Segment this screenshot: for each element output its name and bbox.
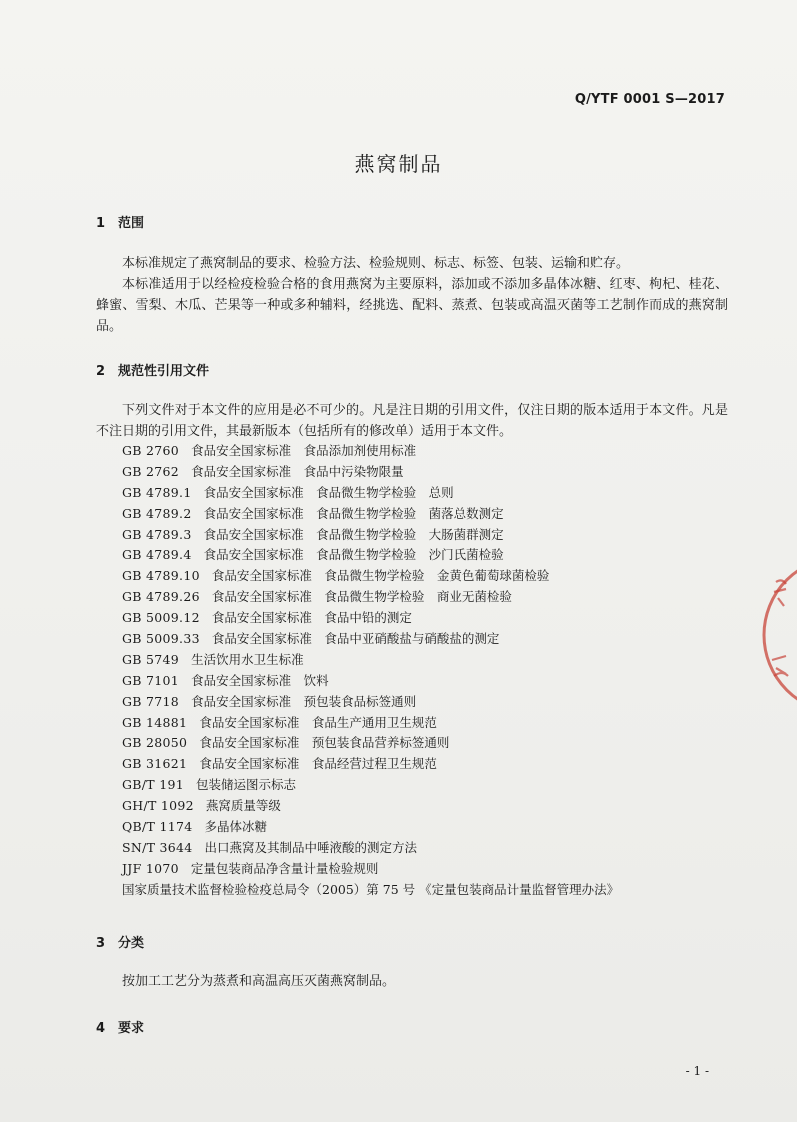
reference-code: GB/T 191 xyxy=(122,777,184,793)
reference-title: 食品安全国家标准 食品生产通用卫生规范 xyxy=(199,714,437,730)
document-title: 燕窝制品 xyxy=(354,152,443,176)
reference-title: 食品安全国家标准 食品中污染物限量 xyxy=(191,463,404,479)
reference-title: 国家质量技术监督检验检疫总局令（2005）第 75 号 《定量包装商品计量监督管理办法》 xyxy=(122,881,620,897)
reference-item xyxy=(122,629,722,650)
reference-code: GB 2760 xyxy=(122,443,180,458)
reference-title: 食品安全国家标准 食品微生物学检验 商业无菌检验 xyxy=(211,589,512,605)
reference-title: 食品安全国家标准 食品中铅的测定 xyxy=(211,610,412,626)
reference-item xyxy=(122,566,722,587)
section-number: 2 xyxy=(96,364,106,379)
section-4-heading xyxy=(96,1017,144,1036)
seal-stamp-icon xyxy=(762,540,797,730)
reference-title: 食品安全国家标准 预包装食品营养标签通则 xyxy=(199,735,450,751)
reference-item xyxy=(122,817,722,838)
paragraph: 按加工工艺分为蒸煮和高温高压灭菌燕窝制品。 xyxy=(122,974,396,989)
reference-code: GB 28050 xyxy=(122,735,188,751)
reference-title: 食品安全国家标准 食品中亚硝酸盐与硝酸盐的测定 xyxy=(211,631,500,647)
reference-item xyxy=(122,525,722,546)
reference-item xyxy=(122,441,722,462)
reference-code: GB 2762 xyxy=(122,463,180,479)
section-2-heading xyxy=(96,360,209,379)
reference-title: 包装储运图示标志 xyxy=(195,777,296,793)
reference-item xyxy=(122,504,722,525)
reference-code: QB/T 1174 xyxy=(122,819,193,835)
paragraph: 本标准适用于以经检疫检验合格的食用燕窝为主要原料，添加或不添加多晶体冰糖、红枣、枸杞、桂花、蜂蜜、雪梨、木瓜、芒果等一种或多种辅料，经挑选、配料、蒸煮、包装或高温灭菌等工艺制作而成的燕窝制品。 xyxy=(96,277,728,334)
reference-item xyxy=(122,796,722,817)
section-title: 分类 xyxy=(118,936,145,951)
reference-item xyxy=(122,483,722,504)
reference-code: GH/T 1092 xyxy=(122,798,194,814)
reference-code: JJF 1070 xyxy=(122,860,179,876)
reference-item xyxy=(122,754,722,775)
section-3-body xyxy=(96,971,728,992)
paragraph: 下列文件对于本文件的应用是必不可少的。凡是注日期的引用文件，仅注日期的版本适用于本文件。凡是不注日期的引用文件，其最新版本（包括所有的修改单）适用于本文件。 xyxy=(96,403,728,439)
reference-title: 食品安全国家标准 食品微生物学检验 金黄色葡萄球菌检验 xyxy=(211,568,550,584)
reference-code: GB 4789.2 xyxy=(122,505,192,521)
reference-title: 出口燕窝及其制品中唾液酸的测定方法 xyxy=(204,839,418,855)
section-title: 规范性引用文件 xyxy=(118,364,210,379)
reference-code: GB 31621 xyxy=(122,756,188,772)
reference-title: 食品安全国家标准 食品微生物学检验 菌落总数测定 xyxy=(203,505,504,521)
reference-code: GB 4789.10 xyxy=(122,568,200,584)
section-3-heading xyxy=(96,932,144,951)
reference-item xyxy=(122,545,722,566)
reference-item xyxy=(122,608,722,629)
reference-item xyxy=(122,650,722,671)
reference-code: GB 7101 xyxy=(122,672,180,688)
reference-title: 食品安全国家标准 饮料 xyxy=(191,672,329,688)
reference-title: 食品安全国家标准 食品添加剂使用标准 xyxy=(191,443,417,458)
reference-code: GB 5009.12 xyxy=(122,610,200,626)
reference-code: GB 4789.26 xyxy=(122,589,200,605)
reference-code: GB 4789.3 xyxy=(122,526,192,542)
reference-code: GB 14881 xyxy=(122,714,188,730)
reference-code: SN/T 3644 xyxy=(122,839,193,855)
section-1-heading xyxy=(96,212,144,231)
reference-title: 食品安全国家标准 预包装食品标签通则 xyxy=(191,693,417,709)
reference-code: GB 7718 xyxy=(122,693,180,709)
section-2-intro xyxy=(96,400,728,442)
reference-title: 食品安全国家标准 食品微生物学检验 总则 xyxy=(203,484,454,500)
section-1-body xyxy=(96,253,728,337)
reference-code: GB 4789.1 xyxy=(122,484,192,500)
document-code: Q/YTF 0001 S—2017 xyxy=(574,92,725,107)
reference-item xyxy=(122,713,722,734)
reference-title: 生活饮用水卫生标准 xyxy=(191,651,304,667)
reference-item xyxy=(122,838,722,859)
section-title: 范围 xyxy=(118,216,145,231)
reference-item xyxy=(122,692,722,713)
reference-item xyxy=(122,671,722,692)
reference-title: 食品安全国家标准 食品微生物学检验 大肠菌群测定 xyxy=(203,526,504,542)
page-number: - 1 - xyxy=(685,1064,709,1078)
section-title: 要求 xyxy=(118,1021,145,1036)
reference-title: 食品安全国家标准 食品经营过程卫生规范 xyxy=(199,756,437,772)
reference-title: 多晶体冰糖 xyxy=(204,819,267,835)
reference-title: 定量包装商品净含量计量检验规则 xyxy=(190,860,379,876)
reference-code: GB 4789.4 xyxy=(122,547,192,563)
reference-item xyxy=(122,587,722,608)
reference-title: 食品安全国家标准 食品微生物学检验 沙门氏菌检验 xyxy=(203,547,504,563)
reference-code: GB 5009.33 xyxy=(122,631,200,647)
reference-list xyxy=(122,441,722,901)
reference-item xyxy=(122,880,722,901)
paragraph: 本标准规定了燕窝制品的要求、检验方法、检验规则、标志、标签、包装、运输和贮存。 xyxy=(122,256,630,271)
reference-item xyxy=(122,733,722,754)
reference-code: GB 5749 xyxy=(122,651,180,667)
reference-title: 燕窝质量等级 xyxy=(205,798,281,814)
section-number: 4 xyxy=(96,1021,106,1036)
reference-item xyxy=(122,859,722,880)
reference-item xyxy=(122,462,722,483)
reference-item xyxy=(122,775,722,796)
section-number: 3 xyxy=(96,936,106,951)
section-number: 1 xyxy=(96,216,106,231)
